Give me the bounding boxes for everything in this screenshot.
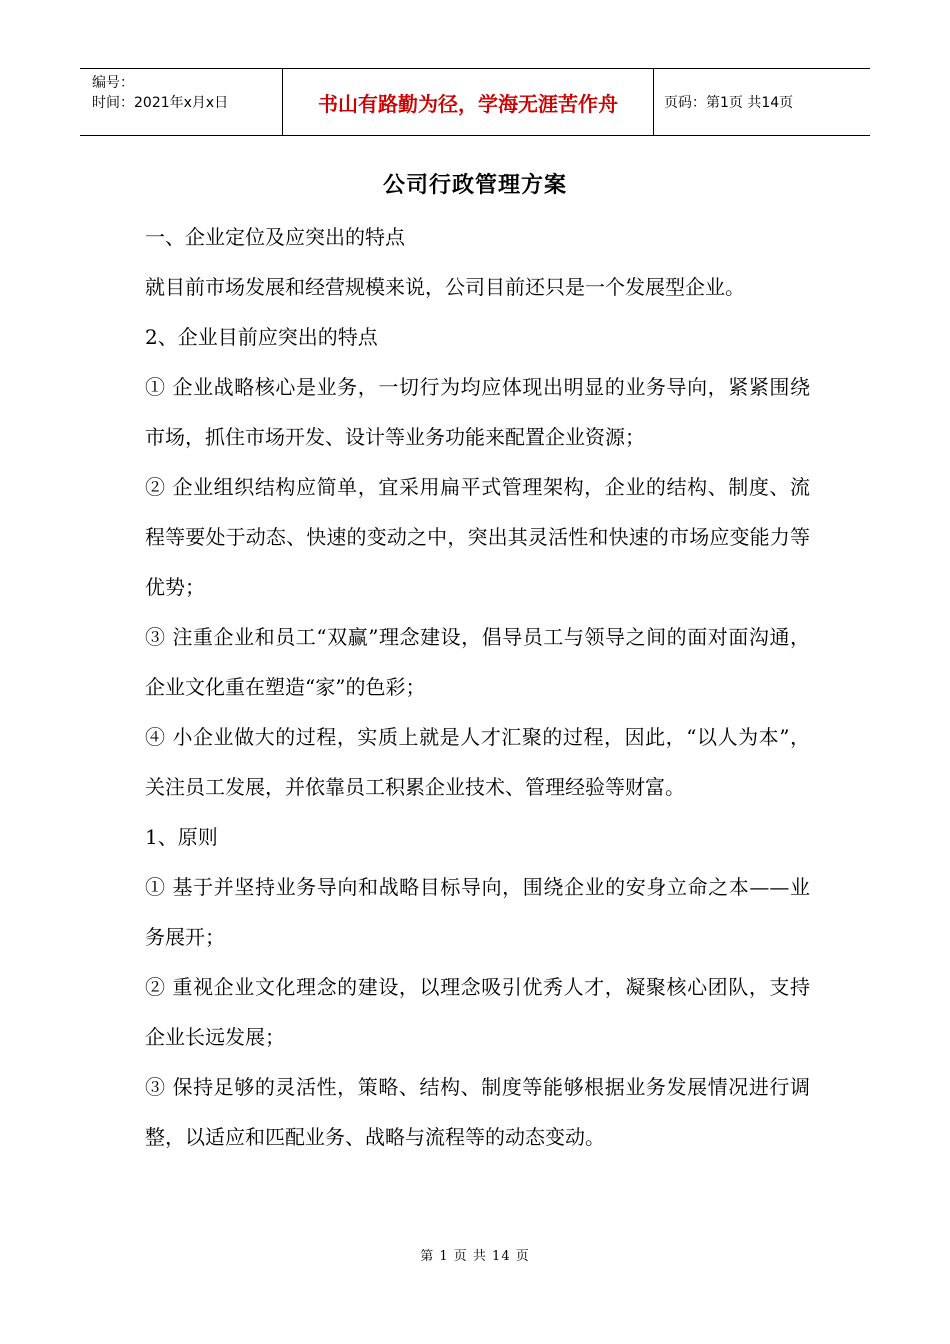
- date-label: 时间：2021年x月x日: [92, 95, 229, 111]
- section-heading: 1、原则: [145, 825, 218, 849]
- body-paragraph: ② 重视企业文化理念的建设，以理念吸引优秀人才，凝聚核心团队，支持企业长远发展；: [145, 975, 810, 1049]
- page-footer: 第 1 页 共 14 页: [420, 1249, 530, 1264]
- serial-number-label: 编号：: [92, 75, 134, 91]
- document-body: [145, 212, 810, 1162]
- body-paragraph: ③ 注重企业和员工“双赢”理念建设，倡导员工与领导之间的面对面沟通，企业文化重在塑造“家”的色彩；: [145, 625, 810, 699]
- body-paragraph: ① 企业战略核心是业务，一切行为均应体现出明显的业务导向，紧紧围绕市场，抓住市场开发、设计等业务功能来配置企业资源；: [145, 375, 810, 449]
- document-title: 公司行政管理方案: [382, 172, 567, 198]
- body-paragraph: 就目前市场发展和经营规模来说，公司目前还只是一个发展型企业。: [145, 275, 745, 299]
- document-header: [80, 68, 870, 136]
- header-meta-cell: [80, 69, 282, 135]
- header-page-info: 页码：第1页 共14页: [664, 95, 794, 111]
- section-heading: 2、企业目前应突出的特点: [145, 325, 378, 349]
- body-paragraph: ② 企业组织结构应简单，宜采用扁平式管理架构，企业的结构、制度、流程等要处于动态、快速的变动之中，突出其灵活性和快速的市场应变能力等优势；: [145, 475, 810, 599]
- section-heading: 一、企业定位及应突出的特点: [145, 225, 405, 249]
- body-paragraph: ④ 小企业做大的过程，实质上就是人才汇聚的过程，因此，“以人为本”，关注员工发展，并依靠员工积累企业技术、管理经验等财富。: [145, 725, 810, 799]
- body-paragraph: ① 基于并坚持业务导向和战略目标导向，围绕企业的安身立命之本——业务展开；: [145, 875, 810, 949]
- body-paragraph: ③ 保持足够的灵活性，策略、结构、制度等能够根据业务发展情况进行调整，以适应和匹配业务、战略与流程等的动态变动。: [145, 1075, 810, 1149]
- header-motto: 书山有路勤为径，学海无涯苦作舟: [282, 69, 654, 135]
